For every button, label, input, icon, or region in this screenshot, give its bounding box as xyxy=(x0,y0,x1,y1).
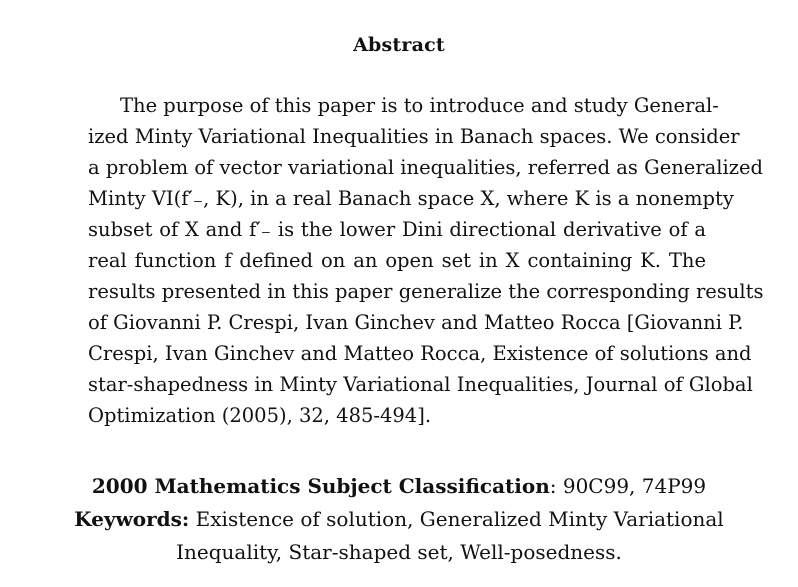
keywords-label: Keywords: xyxy=(74,507,190,531)
keywords-line-1 xyxy=(0,507,798,531)
abstract-line-10: star-shapedness in Minty Variational Inequalities, Journal of Global xyxy=(88,373,753,396)
subject-classification xyxy=(0,474,798,498)
abstract-line-4: Minty VI(f′₋, K), in a real Banach space X, where K is a nonempty xyxy=(88,187,734,210)
abstract-line-11: Optimization (2005), 32, 485-494]. xyxy=(88,404,432,427)
keywords-line-2 xyxy=(0,540,798,564)
abstract-line-5: subset of X and f′₋ is the lower Dini directional derivative of a xyxy=(88,218,706,241)
abstract-body xyxy=(88,90,764,431)
abstract-line-2: ized Minty Variational Inequalities in Banach spaces. We consider xyxy=(88,125,740,148)
abstract-line-9: Crespi, Ivan Ginchev and Matteo Rocca, Existence of solutions and xyxy=(88,342,752,365)
keywords-text-2: Inequality, Star-shaped set, Well-posedness. xyxy=(176,540,622,564)
abstract-line-3: a problem of vector variational inequalities, referred as Generalized xyxy=(88,156,764,179)
classification-label: 2000 Mathematics Subject Classification xyxy=(91,474,550,498)
abstract-line-6: real function f defined on an open set in X containing K. The xyxy=(88,249,706,272)
abstract-heading: Abstract xyxy=(353,34,445,56)
classification-codes: 90C99, 74P99 xyxy=(556,474,707,498)
abstract-line-8: of Giovanni P. Crespi, Ivan Ginchev and Matteo Rocca [Giovanni P. xyxy=(88,311,744,334)
abstract-line-7: results presented in this paper generalize the corresponding results xyxy=(88,280,764,303)
keywords-text-1: Existence of solution, Generalized Minty Variational xyxy=(189,507,724,531)
abstract-line-1: The purpose of this paper is to introduce and study General- xyxy=(120,94,719,117)
classification-separator: : xyxy=(549,474,557,498)
